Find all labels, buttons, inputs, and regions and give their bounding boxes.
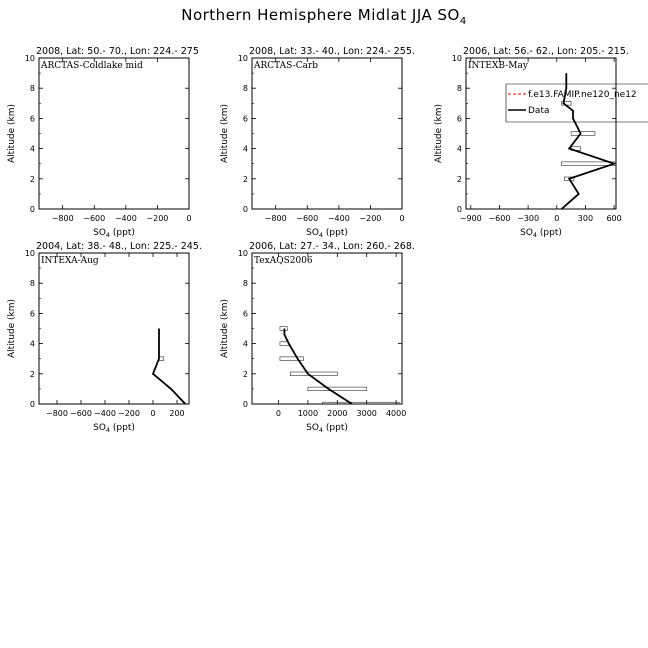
y-tick-label: 4 <box>29 144 35 154</box>
x-axis-label: $SO_4$ (ppt) <box>520 228 562 239</box>
x-tick-label: −800 <box>264 214 287 223</box>
y-tick-label: 2 <box>29 174 35 184</box>
x-tick-label: −400 <box>94 409 116 418</box>
y-tick-label: 6 <box>242 309 248 319</box>
x-tick-label: −900 <box>459 214 482 223</box>
error-bar <box>308 387 367 391</box>
x-tick-label: 0 <box>554 214 560 223</box>
x-tick-label: 1000 <box>297 409 319 418</box>
error-bar <box>280 357 304 361</box>
y-tick-label: 4 <box>242 339 248 349</box>
plot-frame <box>252 253 402 404</box>
x-tick-label: −600 <box>488 214 511 223</box>
panel-header: 2008, Lat: 50.- 70., Lon: 224.- 275 <box>36 46 199 57</box>
y-tick-label: 8 <box>242 279 248 289</box>
campaign-label: INTEXA-Aug <box>41 256 99 266</box>
y-axis-label: Altitude (km) <box>7 298 17 359</box>
y-tick-label: 0 <box>29 205 35 214</box>
x-tick-label: −200 <box>359 214 382 223</box>
y-tick-label: 10 <box>24 249 35 258</box>
x-tick-label: 2000 <box>327 409 348 418</box>
y-tick-label: 10 <box>451 54 462 63</box>
y-tick-label: 0 <box>29 400 35 409</box>
y-axis-label: Altitude (km) <box>220 103 230 164</box>
campaign-label: TexAQS2006 <box>254 256 313 266</box>
panel-1 <box>7 46 199 239</box>
plot-frame <box>39 58 189 209</box>
x-axis-label: $SO_4$ (ppt) <box>93 423 135 434</box>
figure-title-text: Northern Hemisphere Midlat JJA SO <box>181 6 460 24</box>
legend-model-label: f.e13.FAMIP.ne120_ne12 <box>528 90 637 100</box>
y-tick-label: 10 <box>24 54 35 63</box>
x-tick-label: 0 <box>150 409 156 418</box>
x-tick-label: 0 <box>186 214 192 223</box>
y-tick-label: 4 <box>456 144 462 154</box>
campaign-label: ARCTAS-Coldlake mid <box>41 61 143 71</box>
panel-2 <box>220 46 415 239</box>
x-tick-label: 4000 <box>385 409 407 418</box>
panel-4 <box>7 241 202 434</box>
x-tick-label: −400 <box>327 214 350 223</box>
y-tick-label: 10 <box>237 249 248 258</box>
x-tick-label: −200 <box>146 214 169 223</box>
y-tick-label: 0 <box>242 400 248 409</box>
y-tick-label: 10 <box>237 54 248 63</box>
plot-frame <box>39 253 189 404</box>
x-axis-label: $SO_4$ (ppt) <box>306 228 348 239</box>
y-tick-label: 4 <box>242 144 248 154</box>
x-tick-label: 0 <box>275 409 282 418</box>
x-tick-label: −800 <box>51 214 74 223</box>
error-bar <box>571 132 595 136</box>
x-tick-label: −600 <box>296 214 319 223</box>
legend-data-label: Data <box>528 106 550 116</box>
x-axis-label: $SO_4$ (ppt) <box>306 423 348 434</box>
y-tick-label: 4 <box>29 339 35 349</box>
campaign-label: INTEXB-May <box>468 61 528 71</box>
x-tick-label: 200 <box>169 409 185 418</box>
x-tick-label: 600 <box>606 214 622 223</box>
y-tick-label: 8 <box>29 279 35 289</box>
y-tick-label: 6 <box>242 114 248 124</box>
y-tick-label: 0 <box>242 205 248 214</box>
y-tick-label: 2 <box>456 174 462 184</box>
y-tick-label: 8 <box>29 84 35 94</box>
panel-header: 2008, Lat: 33.- 40., Lon: 224.- 255. <box>249 46 415 57</box>
y-tick-label: 2 <box>242 369 248 379</box>
x-tick-label: −600 <box>70 409 92 418</box>
campaign-label: ARCTAS-Carb <box>254 61 319 71</box>
y-tick-label: 8 <box>242 84 248 94</box>
plot-frame <box>466 58 616 209</box>
plot-frame <box>252 58 402 209</box>
y-axis-label: Altitude (km) <box>7 103 17 164</box>
series-line-data <box>153 329 185 405</box>
x-tick-label: 0 <box>399 214 405 223</box>
x-tick-label: −200 <box>118 409 140 418</box>
y-tick-label: 6 <box>29 114 35 124</box>
legend <box>506 84 648 122</box>
x-tick-label: −800 <box>46 409 68 418</box>
panel-3 <box>434 46 648 239</box>
x-tick-label: −600 <box>83 214 106 223</box>
data-layer <box>153 329 185 405</box>
y-tick-label: 8 <box>456 84 462 94</box>
panel-5 <box>220 241 415 434</box>
y-tick-label: 2 <box>29 369 35 379</box>
panel-header: 2006, Lat: 27.- 34., Lon: 260.- 268. <box>249 241 415 252</box>
y-tick-label: 2 <box>242 174 248 184</box>
y-tick-label: 0 <box>456 205 462 214</box>
x-tick-label: −300 <box>517 214 540 223</box>
y-axis-label: Altitude (km) <box>220 298 230 359</box>
x-tick-label: 300 <box>577 214 594 223</box>
figure-title-subscript: 4 <box>459 16 467 27</box>
y-tick-label: 6 <box>29 309 35 319</box>
panel-header: 2006, Lat: 56.- 62., Lon: 205.- 215. <box>463 46 629 57</box>
y-tick-label: 6 <box>456 114 462 124</box>
data-layer <box>280 327 399 406</box>
x-tick-label: −400 <box>114 214 137 223</box>
x-tick-label: 3000 <box>356 409 377 418</box>
series-line-data <box>284 329 352 405</box>
y-axis-label: Altitude (km) <box>434 103 444 164</box>
error-bar <box>290 372 337 376</box>
x-axis-label: $SO_4$ (ppt) <box>93 228 135 239</box>
panel-header: 2004, Lat: 38.- 48., Lon: 225.- 245. <box>36 241 202 252</box>
